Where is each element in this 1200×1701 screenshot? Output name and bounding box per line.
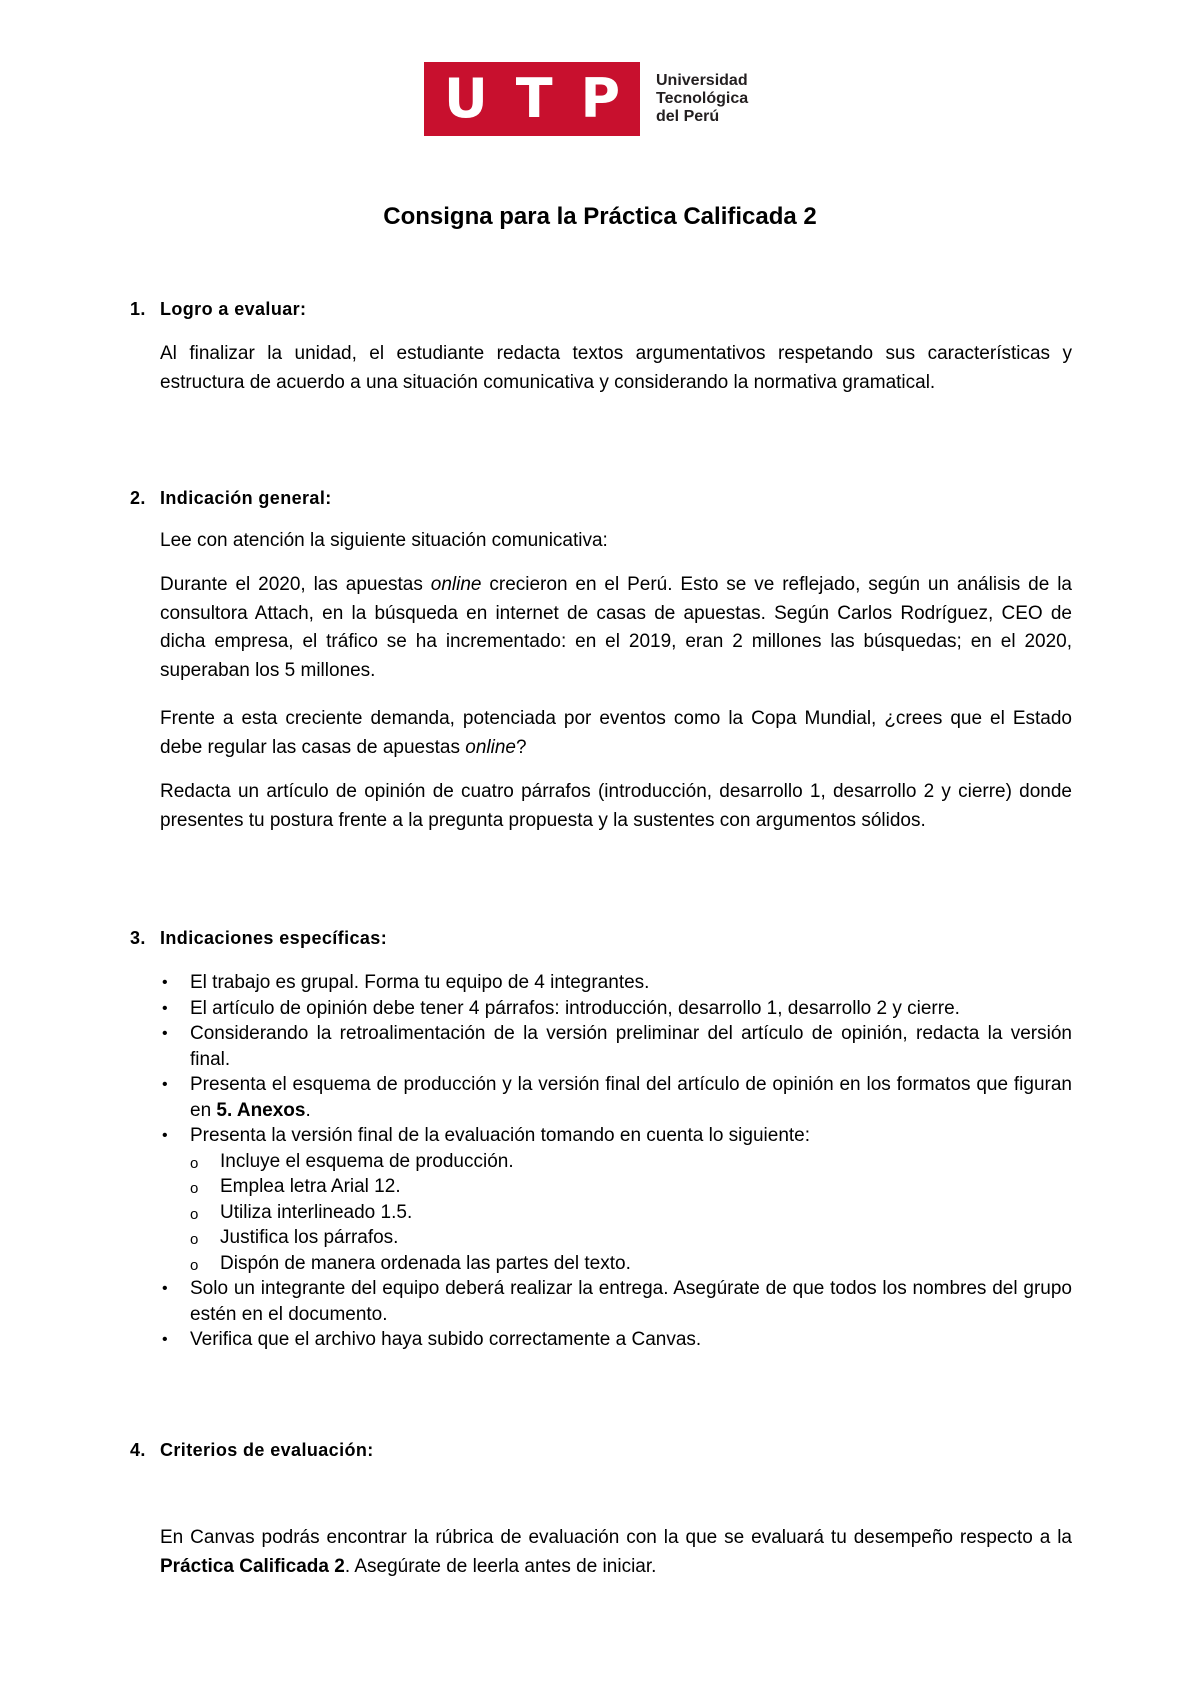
bullet-icon: • xyxy=(162,1025,168,1042)
circle-bullet-icon: o xyxy=(190,1256,199,1274)
sub-list-item: o Utiliza interlineado 1.5. xyxy=(190,1200,1072,1226)
list-item: • Solo un integrante del equipo deberá realizar la entrega. Asegúrate de que todos los nombres del grupo estén en el documento. xyxy=(162,1278,1072,1325)
list-item: • Presenta la versión final de la evaluación tomando en cuenta lo siguiente: o Incluye el esquema de producción. o Emplea letra Arial 12. o Utiliza interlineado 1.5. o Justifica los párrafos. o Dispón de manera ordenada las partes del texto. xyxy=(160,1123,1072,1276)
bullet-icon: • xyxy=(162,1127,168,1144)
sub-list-item: o Justifica los párrafos. xyxy=(190,1225,1072,1251)
document-title: Consigna para la Práctica Calificada 2 xyxy=(383,203,817,230)
bullet-icon: • xyxy=(162,999,168,1017)
section-4-paragraph: En Canvas podrás encontrar la rúbrica de evaluación con la que se evaluará tu desempeño respecto a la Práctica Calificada 2. Asegúrate de leerla antes de iniciar. xyxy=(160,1527,1072,1577)
section-2-context-paragraph: Durante el 2020, las apuestas online crecieron en el Perú. Esto se ve reflejado, según un análisis de la consultora Attach, en la búsqueda en internet de casas de apuestas. Según Carlos Rodríguez, CEO de dicha empresa, el tráfico se ha incrementado: en el 2019, eran 2 millones las búsquedas; en el 2020, superaban los 5 millones. xyxy=(160,574,1072,681)
logo-line-2: Tecnológica xyxy=(656,90,749,107)
sub-list-item: o Emplea letra Arial 12. xyxy=(190,1174,1072,1200)
logo-mark xyxy=(424,62,640,136)
section-2-heading xyxy=(130,486,332,510)
circle-bullet-icon: o xyxy=(190,1180,199,1197)
section-1-paragraph: Al finalizar la unidad, el estudiante redacta textos argumentativos respetando sus características y estructura de acuerdo a una situación comunicativa y considerando la normativa gramatical. xyxy=(160,343,1072,393)
section-1-heading xyxy=(130,297,306,321)
section-4-heading xyxy=(130,1438,374,1462)
circle-bullet-icon: o xyxy=(190,1205,199,1223)
section-2-intro: Lee con atención la siguiente situación comunicativa: xyxy=(160,530,608,551)
bullet-icon: • xyxy=(162,1331,168,1348)
circle-bullet-icon: o xyxy=(190,1231,199,1248)
logo-letter-t: T xyxy=(515,67,553,130)
logo-letter-p: P xyxy=(580,67,621,130)
list-item: • El trabajo es grupal. Forma tu equipo de 4 integrantes. xyxy=(160,970,1072,996)
section-4-title: Criterios de evaluación: xyxy=(160,1440,374,1460)
section-1-title: Logro a evaluar: xyxy=(160,299,307,319)
sub-bullet-list xyxy=(190,1149,1072,1277)
bullet-icon: • xyxy=(162,974,168,991)
list-item: • El artículo de opinión debe tener 4 párrafos: introducción, desarrollo 1, desarrollo 2 y cierre. xyxy=(160,996,1072,1022)
section-2-title: Indicación general: xyxy=(160,488,332,508)
section-2-question-paragraph: Frente a esta creciente demanda, potenciada por eventos como la Copa Mundial, ¿crees que el Estado debe regular las casas de apuestas online? xyxy=(160,708,1072,758)
logo-line-3: del Perú xyxy=(656,108,720,125)
logo-letter-u: U xyxy=(443,67,488,130)
bullet-icon: • xyxy=(162,1280,168,1297)
sub-list-item: o Incluye el esquema de producción. xyxy=(190,1149,1072,1175)
section-4-number: 4. xyxy=(130,1440,146,1460)
list-item: • Verifica que el archivo haya subido correctamente a Canvas. xyxy=(160,1327,1072,1353)
bullet-icon: • xyxy=(162,1076,168,1093)
section-3-bullet-list xyxy=(160,970,1072,1353)
list-item: • Considerando la retroalimentación de la versión preliminar del artículo de opinión, redacta la versión final. xyxy=(162,1023,1072,1070)
section-2-number: 2. xyxy=(130,488,146,508)
section-1-number: 1. xyxy=(130,299,146,319)
logo-line-1: Universidad xyxy=(656,72,748,89)
section-3-heading xyxy=(130,926,387,950)
section-3-number: 3. xyxy=(130,928,146,948)
logo-wordmark xyxy=(656,72,748,126)
list-item: • Presenta el esquema de producción y la versión final del artículo de opinión en los formatos que figuran en 5. Anexos. xyxy=(162,1074,1072,1121)
circle-bullet-icon: o xyxy=(190,1154,199,1172)
sub-list-item: o Dispón de manera ordenada las partes del texto. xyxy=(190,1251,1072,1277)
utp-logo xyxy=(424,62,748,136)
section-2-task-paragraph: Redacta un artículo de opinión de cuatro párrafos (introducción, desarrollo 1, desarrollo 2 y cierre) donde presentes tu postura frente a la pregunta propuesta y la sustentes con argumentos sólidos. xyxy=(160,781,1072,831)
section-3-title: Indicaciones específicas: xyxy=(160,928,388,948)
